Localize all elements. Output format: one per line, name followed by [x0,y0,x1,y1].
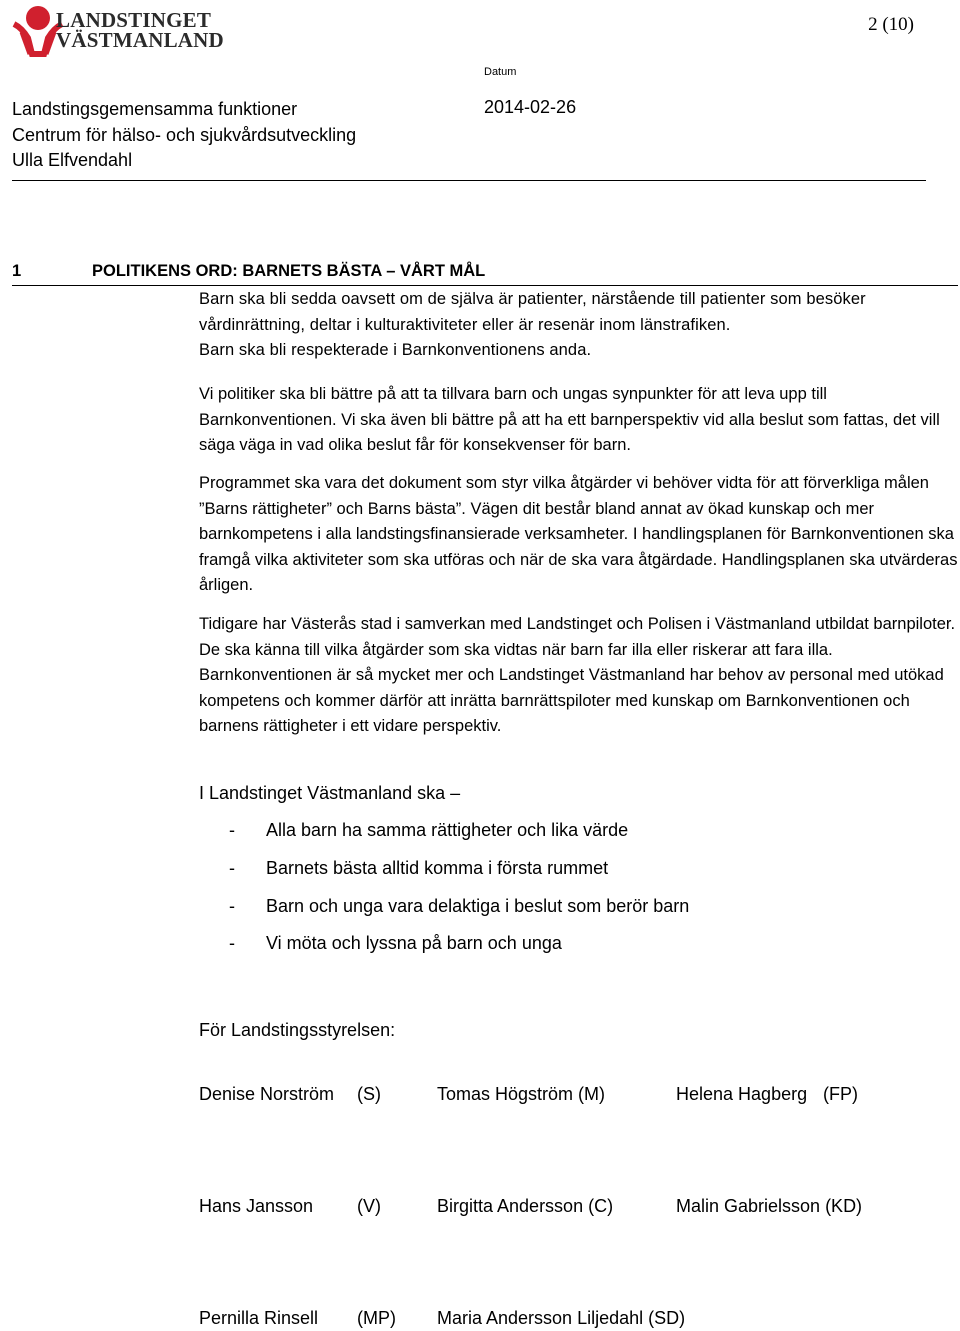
signatory-name: Tomas Högström (M) [437,1084,606,1104]
signatory-name: Maria Andersson Liljedahl (SD) [437,1308,686,1328]
signatory-party: (MP) [357,1308,396,1328]
paragraph-2 [199,382,959,459]
sender-department: Landstingsgemensamma funktioner [12,99,298,119]
list-dash: - [229,896,235,916]
paragraph-1-line-2: vårdinrättning, deltar i kulturaktiviteter eller är resenär inom länstrafiken. [199,315,731,334]
page-number: 2 (10) [868,14,914,35]
logo-wordmark [56,10,224,50]
signatory-party: (V) [357,1196,381,1216]
paragraph-3 [199,471,959,599]
logo-text-line1: LANDSTINGET [56,8,212,32]
signatory-name: Hans Jansson [199,1196,314,1216]
sender-block [12,97,356,174]
paragraph-4 [199,612,959,740]
heading-divider [12,285,958,286]
list-item-text: Alla barn ha samma rättigheter och lika värde [266,820,629,840]
document-date: 2014-02-26 [484,97,577,117]
paragraph-4-text: Tidigare har Västerås stad i samverkan med Landstinget och Polisen i Västmanland utbildat barnpiloter. De ska känna till vilka åtgärder som ska vidtas när barn far illa eller riskerar att fara illa. Barnkonventionen är så mycket mer och Landstinget Västmanland har behov av personal med utökad kompetens och kommer därför att inrätta barnrättspiloter med kunskap om Barnkonventionen och barnens rättigheter i ett vidare perspektiv. [199,615,956,735]
list-dash: - [229,858,235,878]
list-dash: - [229,820,235,840]
signatory-name: Pernilla Rinsell [199,1308,319,1328]
paragraph-1 [199,287,959,364]
signatory-party: (FP) [823,1084,858,1104]
datum-label: Datum [484,66,517,78]
paragraph-2-text: Vi politiker ska bli bättre på att ta tillvara barn och ungas synpunkter för att leva upp till Barnkonventionen. Vi ska även bli bättre på att ha ett barnperspektiv vid alla beslut som fattas, det vill säga väga in vad olika beslut får för konsekvenser för barn. [199,385,940,454]
commitments-intro: I Landstinget Västmanland ska – [199,783,461,803]
logo-text-line2: VÄSTMANLAND [56,28,224,52]
list-item-text: Vi möta och lyssna på barn och unga [266,933,562,953]
list-dash: - [229,933,235,953]
list-item-text: Barnets bästa alltid komma i första rummet [266,858,609,878]
list-item-text: Barn och unga vara delaktiga i beslut som berör barn [266,896,690,916]
paragraph-1-line-1: Barn ska bli sedda oavsett om de själva är patienter, närstående till patienter som besöker [199,290,866,308]
signatory-name: Malin Gabrielsson (KD) [676,1196,863,1216]
section-title: POLITIKENS ORD: BARNETS BÄSTA – VÅRT MÅL [92,262,486,280]
sender-name: Ulla Elfvendahl [12,150,133,170]
signatory-name: Birgitta Andersson (C) [437,1196,614,1216]
paragraph-3-text: Programmet ska vara det dokument som styr vilka åtgärder vi behöver vidta för att förverkliga målen ”Barns rättigheter” och Barns bästa”. Vägen dit består bland annat av ökad kunskap och mer barnkompetens i alla landstingsfinansierade verksamheter. I handlingsplanen för Barnkonventionen ska framgå vilka aktiviteter som ska utföras och när de ska vara åtgärdade. Handlingsplanen ska utvärderas årligen. [199,474,958,594]
sender-unit: Centrum för hälso- och sjukvårdsutveckling [12,124,357,145]
signature-label: För Landstingsstyrelsen: [199,1020,396,1040]
section-number: 1 [12,262,22,280]
paragraph-1-line-3: Barn ska bli respekterade i Barnkonventionens anda. [199,341,592,359]
header-divider [12,180,926,181]
signatory-party: (S) [357,1084,381,1104]
signatory-name: Denise Norström [199,1084,335,1104]
signatory-name: Helena Hagberg [676,1084,808,1104]
